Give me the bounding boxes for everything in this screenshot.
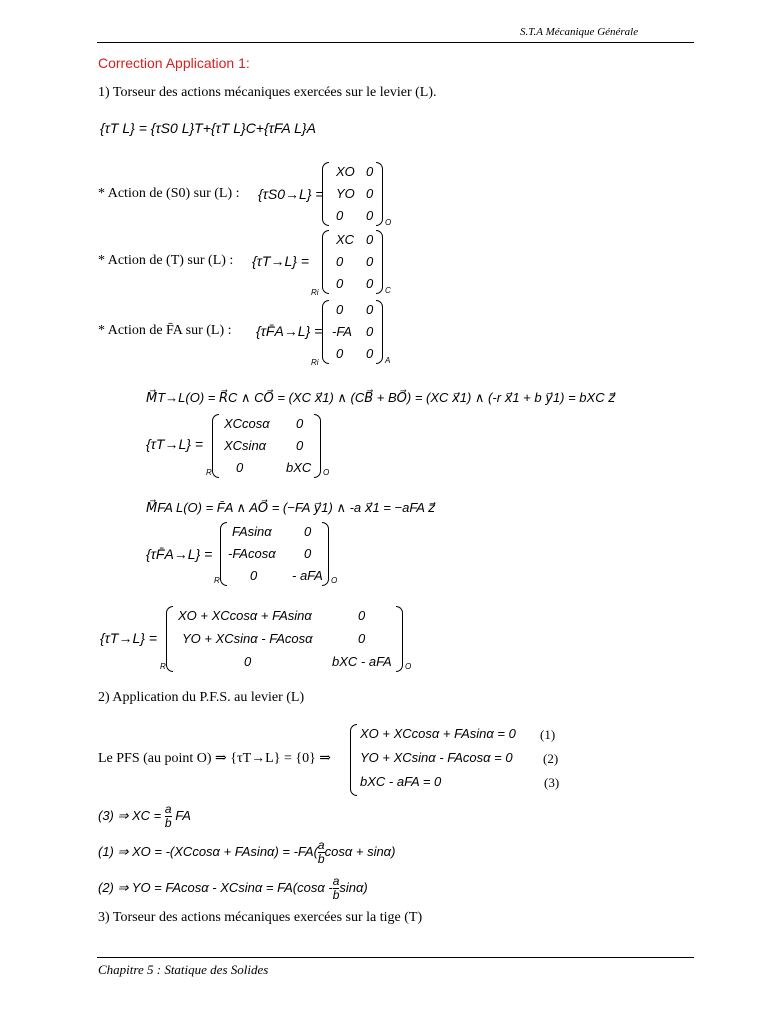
- equation-number: (1): [540, 727, 556, 742]
- fraction: [318, 839, 325, 866]
- fraction-numerator: a: [317, 838, 325, 853]
- reduction-point: A: [385, 356, 391, 365]
- matrix-cell: bXC: [286, 460, 312, 475]
- result-1: [98, 834, 395, 870]
- moment-t-equation: M⃗T→L(O) = R⃗C ∧ CO⃗ = (XC x⃗1) ∧ (CB⃗ + BO⃗) = (XC x⃗1) ∧ (-r x⃗1 + b y⃗1) = bXC z⃗: [146, 390, 616, 405]
- reduction-point: O: [331, 576, 338, 585]
- reduction-point: O: [385, 218, 392, 227]
- action-fa-lhs: {τF̄A→L} =: [256, 323, 323, 339]
- matrix-bracket-right: [376, 162, 383, 226]
- base-label: R: [214, 576, 220, 585]
- fraction-denominator: b: [332, 888, 340, 903]
- fraction-numerator: a: [332, 874, 340, 889]
- question-1: 1) Torseur des actions mécaniques exercées sur le levier (L).: [98, 85, 437, 100]
- header-rule: [97, 42, 694, 43]
- matrix-cell: 0: [336, 276, 344, 291]
- result-2-tail: sinα): [339, 880, 368, 895]
- matrix-cell: - aFA: [292, 568, 323, 583]
- matrix-cell: XO: [336, 164, 355, 179]
- matrix-bracket-right: [376, 300, 383, 364]
- result-1-lead: (1) ⇒ XO = -(XCcosα + FAsinα) = -FA(: [98, 844, 318, 859]
- matrix-cell: 0: [336, 302, 344, 317]
- result-3: [98, 798, 191, 834]
- pfs-equation: YO + XCsinα - FAcosα = 0: [360, 750, 513, 765]
- question-2: 2) Application du P.F.S. au levier (L): [98, 690, 305, 705]
- reduction-point: O: [323, 468, 330, 477]
- matrix-cell: 0: [250, 568, 258, 583]
- matrix-cell: XCcosα: [224, 416, 270, 431]
- equation-number: (2): [543, 751, 559, 766]
- matrix-cell: 0: [296, 416, 304, 431]
- matrix-cell: 0: [304, 546, 312, 561]
- footer-chapter: Chapitre 5 : Statique des Solides: [98, 962, 269, 977]
- matrix-bracket-left: [322, 230, 329, 294]
- fraction-denominator: b: [317, 852, 325, 867]
- matrix-cell: 0: [358, 631, 366, 646]
- question-3: 3) Torseur des actions mécaniques exercées sur la tige (T): [98, 910, 423, 925]
- action-t-lhs: {τT→L} =: [252, 253, 309, 269]
- matrix-cell: 0: [366, 346, 374, 361]
- matrix-cell: 0: [366, 254, 374, 269]
- matrix-cell: 0: [236, 460, 244, 475]
- matrix-cell: 0: [336, 346, 344, 361]
- base-label: Ri: [311, 358, 319, 367]
- matrix-cell: 0: [366, 232, 374, 247]
- pfs-equation: bXC - aFA = 0: [360, 774, 442, 789]
- matrix-cell: XC: [336, 232, 355, 247]
- matrix-cell: 0: [366, 276, 374, 291]
- matrix-bracket-right: [322, 522, 329, 586]
- matrix-bracket-left: [322, 162, 329, 226]
- matrix-cell: XCsinα: [224, 438, 267, 453]
- matrix-cell: YO: [336, 186, 355, 201]
- matrix-cell: 0: [304, 524, 312, 539]
- matrix-bracket-left: [322, 300, 329, 364]
- torsor-t-lhs: {τT→L} =: [146, 436, 203, 452]
- matrix-cell: 0: [336, 254, 344, 269]
- equation-number: (3): [544, 775, 560, 790]
- matrix-cell: 0: [366, 164, 374, 179]
- base-label: R: [206, 468, 212, 477]
- matrix-cell: 0: [366, 208, 374, 223]
- matrix-cell: bXC - aFA: [332, 654, 392, 669]
- matrix-cell: 0: [366, 302, 374, 317]
- matrix-cell: 0: [244, 654, 252, 669]
- torsor-fa-lhs: {τF̄A→L} =: [146, 546, 213, 562]
- result-3-tail: FA: [175, 808, 191, 823]
- matrix-bracket-left: [220, 522, 227, 586]
- matrix-cell: 0: [296, 438, 304, 453]
- fraction-denominator: b: [164, 816, 172, 831]
- pfs-equation: XO + XCcosα + FAsinα = 0: [360, 726, 516, 741]
- matrix-cell: 0: [358, 608, 366, 623]
- matrix-bracket-left: [212, 414, 219, 478]
- fraction: [165, 803, 172, 830]
- matrix-cell: FAsinα: [232, 524, 272, 539]
- matrix-bracket-right: [376, 230, 383, 294]
- action-t-label: * Action de (T) sur (L) :: [98, 253, 234, 268]
- pfs-lead: Le PFS (au point O) ⇒ {τT→L} = {0} ⇒: [98, 751, 332, 766]
- torsor-sum-equation: {τT L} = {τS0 L}T+{τT L}C+{τFA L}A: [100, 120, 316, 136]
- result-3-lead: (3) ⇒ XC =: [98, 808, 162, 823]
- result-1-tail: cosα + sinα): [324, 844, 396, 859]
- matrix-cell: 0: [336, 208, 344, 223]
- reduction-point: O: [405, 662, 412, 671]
- footer-rule: [97, 957, 694, 958]
- section-title: Correction Application 1:: [98, 55, 250, 71]
- base-label: Ri: [311, 288, 319, 297]
- action-s0-label: * Action de (S0) sur (L) :: [98, 186, 240, 201]
- system-brace: [350, 724, 357, 796]
- matrix-cell: XO + XCcosα + FAsinα: [178, 608, 312, 623]
- matrix-bracket-right: [314, 414, 321, 478]
- reduction-point: C: [385, 286, 391, 295]
- action-s0-lhs: {τS0→L} =: [258, 186, 324, 202]
- result-2-lead: (2) ⇒ YO = FAcosα - XCsinα = FA(cosα -: [98, 880, 333, 895]
- matrix-cell: -FAcosα: [228, 546, 276, 561]
- base-label: R: [160, 662, 166, 671]
- matrix-cell: -FA: [332, 324, 352, 339]
- matrix-cell: YO + XCsinα - FAcosα: [182, 631, 313, 646]
- torsor-total-lhs: {τT→L} =: [100, 630, 157, 646]
- action-fa-label: * Action de F̄A sur (L) :: [98, 323, 232, 338]
- result-2: [98, 870, 368, 906]
- matrix-cell: 0: [366, 324, 374, 339]
- fraction-numerator: a: [164, 802, 172, 817]
- moment-fa-equation: M⃗FA L(O) = F̄A ∧ AO⃗ = (−FA y⃗1) ∧ -a x⃗1 = −aFA z⃗: [146, 500, 435, 515]
- matrix-cell: 0: [366, 186, 374, 201]
- running-header: S.T.A Mécanique Générale: [520, 26, 639, 38]
- matrix-bracket-left: [166, 606, 173, 672]
- matrix-bracket-right: [396, 606, 403, 672]
